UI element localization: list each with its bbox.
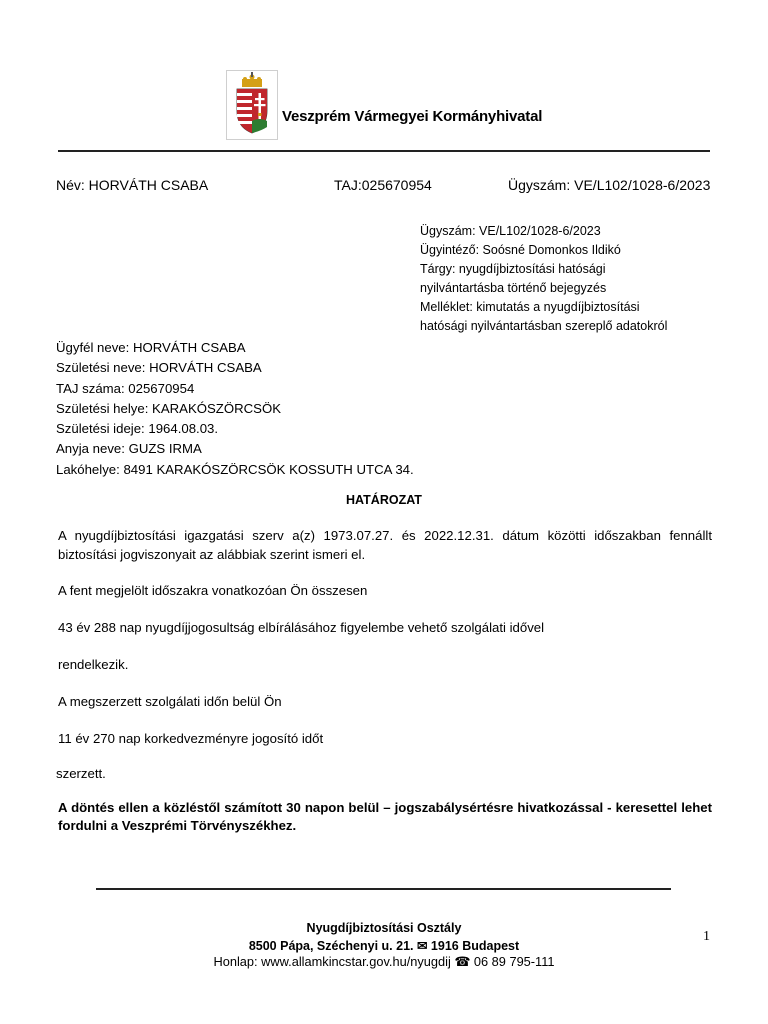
birth-place: Születési helye: KARAKÓSZÖRCSÖK — [56, 400, 281, 416]
client-details-block — [56, 338, 414, 480]
decision-paragraph-line-2: biztosítási jogviszonyait az alábbiak szerint ismeri el. — [58, 547, 366, 562]
decision-paragraph-line-1: A nyugdíjbiztosítási igazgatási szerv a(z) 1973.07.27. és 2022.12.31. dátum közötti időszakban fennállt — [58, 528, 712, 543]
decision-heading: HATÁROZAT — [346, 493, 422, 507]
residence: Lakóhelye: 8491 KARAKÓSZÖRCSÖK KOSSUTH UTCA 34. — [56, 461, 414, 477]
case-number-field: Ügyszám: VE/L102/1028-6/2023 — [508, 177, 711, 193]
page-number: 1 — [703, 929, 710, 944]
footer-address: 8500 Pápa, Széchenyi u. 21. ✉ 1916 Budapest — [248, 939, 520, 953]
subject-line-1: Tárgy: nyugdíjbiztosítási hatósági — [420, 262, 606, 276]
mother-name: Anyja neve: GUZS IRMA — [56, 441, 202, 457]
subject-line-2: nyilvántartásba történő bejegyzés — [420, 281, 607, 295]
footer-department: Nyugdíjbiztosítási Osztály — [306, 921, 462, 935]
birth-name: Születési neve: HORVÁTH CSABA — [56, 360, 262, 376]
case-details-block — [420, 222, 667, 336]
acquired-statement: A megszerzett szolgálati időn belül Ön — [58, 694, 282, 709]
service-time-suffix: rendelkezik. — [58, 657, 129, 672]
attachment-line-2: hatósági nyilvántartásban szereplő adatokról — [420, 319, 668, 333]
name-field: Név: HORVÁTH CSABA — [56, 177, 209, 193]
preferential-time-suffix: szerzett. — [56, 766, 106, 781]
taj-field: TAJ:025670954 — [334, 177, 432, 193]
birth-date: Születési ideje: 1964.08.03. — [56, 421, 219, 437]
footer-divider — [96, 888, 671, 890]
case-number: Ügyszám: VE/L102/1028-6/2023 — [420, 224, 601, 238]
case-officer: Ügyintéző: Soósné Domonkos Ildikó — [420, 243, 621, 257]
period-statement: A fent megjelölt időszakra vonatkozóan Ön összesen — [58, 583, 368, 598]
footer-contact: Honlap: www.allamkincstar.gov.hu/nyugdij ☎ 06 89 795-111 — [213, 954, 555, 969]
coat-of-arms-icon — [226, 70, 278, 140]
preferential-time: 11 év 270 nap korkedvezményre jogosító időt — [58, 731, 324, 746]
appeal-notice-line-1: A döntés ellen a közléstől számított 30 napon belül – jogszabálysértésre hivatkozással - keresettel lehet — [58, 800, 712, 815]
service-time: 43 év 288 nap nyugdíjjogosultság elbírálásához figyelembe vehető szolgálati idővel — [58, 620, 545, 635]
client-name: Ügyfél neve: HORVÁTH CSABA — [56, 340, 246, 355]
header-divider — [58, 150, 710, 152]
appeal-notice-line-2: fordulni a Veszprémi Törvényszékhez. — [58, 818, 297, 833]
attachment-line-1: Melléklet: kimutatás a nyugdíjbiztosítási — [420, 300, 640, 314]
agency-title: Veszprém Vármegyei Kormányhivatal — [282, 108, 543, 125]
taj-number: TAJ száma: 025670954 — [56, 380, 195, 396]
